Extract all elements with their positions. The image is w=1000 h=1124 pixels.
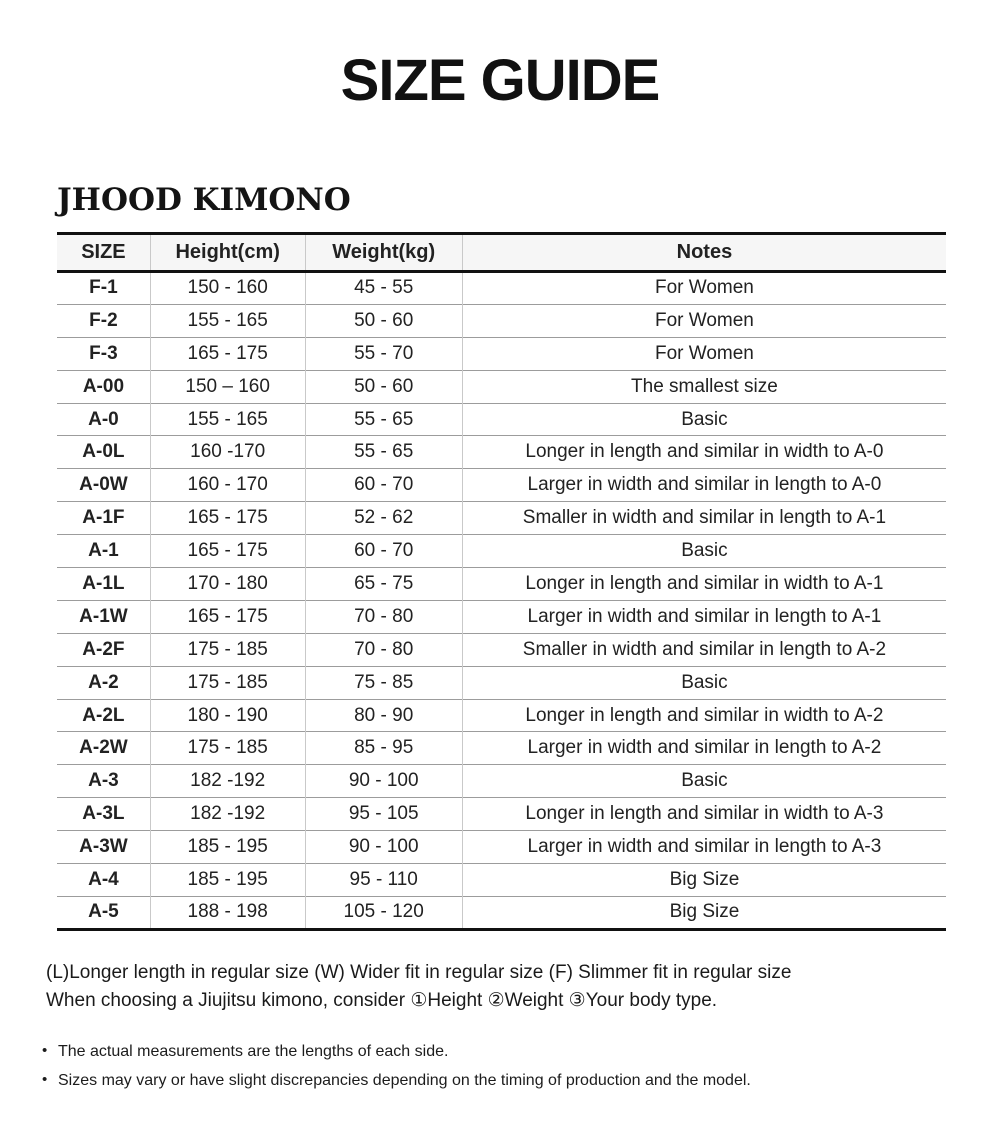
height-cell: 150 – 160 (150, 370, 305, 403)
height-cell: 180 - 190 (150, 699, 305, 732)
size-cell: A-2F (57, 633, 150, 666)
table-row (57, 272, 946, 305)
size-cell: A-1L (57, 568, 150, 601)
size-cell: A-3L (57, 798, 150, 831)
table-row (57, 502, 946, 535)
size-cell: A-0W (57, 469, 150, 502)
size-cell: A-2L (57, 699, 150, 732)
notes-cell: For Women (654, 277, 754, 299)
notes-cell: Smaller in width and similar in length to A-1 (522, 507, 887, 529)
footnote-choosing: When choosing a Jiujitsu kimono, consider ①Height ②Weight ③Your body type. (46, 989, 718, 1011)
height-cell: 155 - 165 (150, 403, 305, 436)
notes-cell: The smallest size (631, 375, 778, 397)
size-cell: F-1 (57, 272, 150, 305)
weight-cell: 95 - 105 (305, 798, 462, 831)
weight-cell: 60 - 70 (305, 469, 462, 502)
size-cell: A-3W (57, 831, 150, 864)
notes-cell: Smaller in width and similar in length to A-2 (522, 638, 887, 660)
notes-cell: Big Size (669, 868, 740, 890)
notes-cell: For Women (654, 309, 754, 331)
bullet-list (42, 1037, 1000, 1095)
size-cell: A-2 (57, 666, 150, 699)
size-cell: A-0L (57, 436, 150, 469)
weight-cell: 105 - 120 (305, 896, 462, 929)
height-cell: 165 - 175 (150, 535, 305, 568)
table-row (57, 304, 946, 337)
table-row (57, 403, 946, 436)
size-cell: A-1W (57, 600, 150, 633)
notes-cell: Basic (681, 671, 728, 693)
height-cell: 185 - 195 (150, 831, 305, 864)
table-row (57, 666, 946, 699)
size-cell: A-4 (57, 864, 150, 897)
size-cell: A-5 (57, 896, 150, 929)
table-row (57, 535, 946, 568)
weight-cell: 55 - 70 (305, 337, 462, 370)
bullet-icon: • (42, 1070, 48, 1088)
notes-cell: Larger in width and similar in length to A-1 (527, 605, 882, 627)
table-row (57, 469, 946, 502)
weight-cell: 90 - 100 (305, 831, 462, 864)
size-cell: A-2W (57, 732, 150, 765)
weight-cell: 55 - 65 (305, 403, 462, 436)
column-header-height: Height(cm) (150, 234, 305, 272)
size-table (57, 232, 946, 931)
weight-cell: 65 - 75 (305, 568, 462, 601)
table-row (57, 436, 946, 469)
column-header-size: SIZE (57, 234, 150, 272)
size-cell: A-3 (57, 765, 150, 798)
height-cell: 185 - 195 (150, 864, 305, 897)
weight-cell: 50 - 60 (305, 370, 462, 403)
size-cell: F-2 (57, 304, 150, 337)
height-cell: 165 - 175 (150, 337, 305, 370)
table-row (57, 600, 946, 633)
notes-cell: Larger in width and similar in length to A-3 (527, 836, 882, 858)
size-table-body (57, 272, 946, 930)
weight-cell: 50 - 60 (305, 304, 462, 337)
header-row (57, 234, 946, 272)
height-cell: 165 - 175 (150, 502, 305, 535)
table-row (57, 699, 946, 732)
weight-cell: 80 - 90 (305, 699, 462, 732)
size-cell: F-3 (57, 337, 150, 370)
size-cell: A-0 (57, 403, 150, 436)
notes-cell: Longer in length and similar in width to A-0 (525, 441, 884, 463)
height-cell: 165 - 175 (150, 600, 305, 633)
column-header-weight: Weight(kg) (305, 234, 462, 272)
notes-cell: Basic (681, 540, 728, 562)
height-cell: 170 - 180 (150, 568, 305, 601)
page-title: SIZE GUIDE (340, 48, 660, 113)
notes-cell: Basic (681, 770, 728, 792)
notes-cell: Longer in length and similar in width to A-3 (525, 803, 884, 825)
height-cell: 188 - 198 (150, 896, 305, 929)
size-table-header (57, 234, 946, 272)
size-cell: A-00 (57, 370, 150, 403)
weight-cell: 45 - 55 (305, 272, 462, 305)
bullet-icon: • (42, 1041, 48, 1059)
height-cell: 155 - 165 (150, 304, 305, 337)
height-cell: 182 -192 (150, 765, 305, 798)
weight-cell: 85 - 95 (305, 732, 462, 765)
table-row (57, 337, 946, 370)
notes-cell: Longer in length and similar in width to A-1 (525, 572, 884, 594)
height-cell: 182 -192 (150, 798, 305, 831)
table-row (57, 765, 946, 798)
weight-cell: 52 - 62 (305, 502, 462, 535)
weight-cell: 70 - 80 (305, 633, 462, 666)
height-cell: 175 - 185 (150, 633, 305, 666)
size-cell: A-1 (57, 535, 150, 568)
height-cell: 160 -170 (150, 436, 305, 469)
notes-cell: Basic (681, 408, 728, 430)
weight-cell: 90 - 100 (305, 765, 462, 798)
bullet-item (42, 1037, 1000, 1066)
table-row (57, 798, 946, 831)
footnote-legend: (L)Longer length in regular size (W) Wider fit in regular size (F) Slimmer fit in regular size (46, 961, 792, 983)
height-cell: 150 - 160 (150, 272, 305, 305)
weight-cell: 70 - 80 (305, 600, 462, 633)
column-header-notes: Notes (676, 241, 733, 263)
section-title: JHOOD KIMONO (57, 182, 351, 218)
height-cell: 175 - 185 (150, 666, 305, 699)
table-row (57, 896, 946, 929)
table-row (57, 831, 946, 864)
footnotes (46, 959, 1000, 1015)
bullet-text: Sizes may vary or have slight discrepancies depending on the timing of production and the model. (58, 1071, 751, 1089)
table-row (57, 633, 946, 666)
weight-cell: 55 - 65 (305, 436, 462, 469)
table-row (57, 370, 946, 403)
height-cell: 175 - 185 (150, 732, 305, 765)
table-row (57, 864, 946, 897)
table-row (57, 568, 946, 601)
weight-cell: 95 - 110 (305, 864, 462, 897)
table-row (57, 732, 946, 765)
size-cell: A-1F (57, 502, 150, 535)
height-cell: 160 - 170 (150, 469, 305, 502)
notes-cell: Big Size (669, 901, 740, 923)
weight-cell: 60 - 70 (305, 535, 462, 568)
bullet-text: The actual measurements are the lengths of each side. (58, 1042, 449, 1060)
weight-cell: 75 - 85 (305, 666, 462, 699)
notes-cell: For Women (654, 342, 754, 364)
bullet-item (42, 1066, 1000, 1095)
notes-cell: Larger in width and similar in length to A-2 (527, 737, 882, 759)
notes-cell: Larger in width and similar in length to A-0 (527, 474, 882, 496)
notes-cell: Longer in length and similar in width to A-2 (525, 704, 884, 726)
